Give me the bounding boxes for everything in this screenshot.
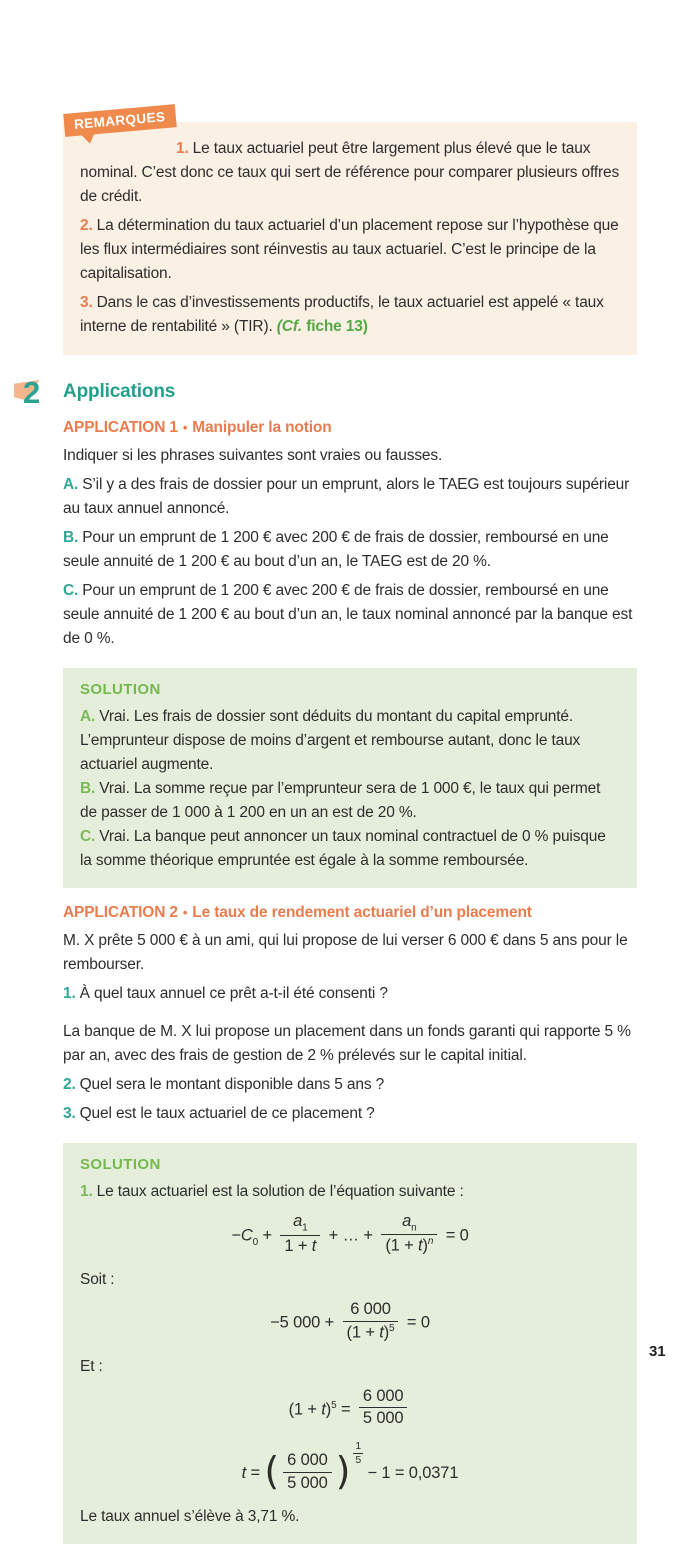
section-title: Applications xyxy=(63,381,176,402)
heading-separator: • xyxy=(182,905,188,920)
statement-item: A. S’il y a des frais de dossier pour un emprunt, alors le TAEG est toujours supérieur au taux annuel annoncé. xyxy=(63,476,630,517)
section-number-badge: 2 xyxy=(23,375,41,410)
fraction: $\frac{6 000}{5 000}$ xyxy=(283,1450,332,1494)
remarques-tag: REMARQUES xyxy=(63,104,177,137)
solution-item: A. Vrai. Les frais de dossier sont déduits du montant du capital emprunté. L’emprunteur dispose de moins d’argent et rembourse autant, donc le taux actuariel augmente. xyxy=(80,708,581,773)
item-label: B. xyxy=(63,529,79,546)
remarques-box xyxy=(63,109,637,355)
remarque-number: 1. xyxy=(176,140,189,157)
section-heading xyxy=(23,375,637,410)
fraction: $\frac{a_1}{1 + t}$ xyxy=(280,1211,320,1257)
question-item: 1. À quel taux annuel ce prêt a-t-il été consenti ? xyxy=(63,985,388,1002)
remarque-item xyxy=(80,291,620,339)
equation-rearranged: $(1 + t)^5$ = $\frac{6 000}{5 000}$ xyxy=(80,1388,620,1432)
page-content xyxy=(23,109,637,1550)
heading-separator: • xyxy=(182,420,188,435)
equation-connector: Et : xyxy=(80,1357,103,1375)
question-item: 3. Quel est le taux actuariel de ce placement ? xyxy=(63,1105,375,1122)
big-paren-close: ) xyxy=(335,1449,351,1494)
equation-numeric: −5 000 + $\frac{6 000}{(1 + t)^5}$ = 0 xyxy=(80,1301,620,1345)
equation-result: t = ( $\frac{6 000}{5 000}$ ) $\frac{1}{5}$ − 1 = 0,0371 xyxy=(241,1440,459,1494)
statement-item: B. Pour un emprunt de 1 200 € avec 200 € de frais de dossier, remboursé en une seule annuité de 1 200 € au bout d’un an, le TAEG est de 20 %. xyxy=(63,529,609,570)
remarque-item xyxy=(80,214,620,286)
application2-paragraph: M. X prête 5 000 € à un ami, qui lui propose de lui verser 6 000 € dans 5 ans pour le rembourser. xyxy=(63,932,628,973)
remarque-item xyxy=(80,137,620,209)
solution2-intro: 1. Le taux actuariel est la solution de l’équation suivante : xyxy=(80,1183,464,1200)
remarque-text: Le taux actuariel peut être largement plus élevé que le taux nominal. C’est donc ce taux qui sert de référence pour comparer plusieurs offres de crédit. xyxy=(80,140,620,205)
application1-heading: APPLICATION 1 • Manipuler la notion xyxy=(63,419,332,436)
solution2-conclusion: Le taux annuel s’élève à 3,71 %. xyxy=(80,1508,300,1526)
item-label: A. xyxy=(63,476,79,493)
solution-item: B. Vrai. La somme reçue par l’emprunteur sera de 1 000 €, le taux qui permet de passer de 1 000 à 1 200 en un an est de 20 %. xyxy=(80,780,601,821)
item-label: B. xyxy=(80,780,96,797)
exponent-fraction: $\frac{1}{5}$ xyxy=(355,1440,362,1466)
solution-title: SOLUTION xyxy=(80,681,161,698)
question-number: 1. xyxy=(63,985,76,1002)
application1-intro: Indiquer si les phrases suivantes sont vraies ou fausses. xyxy=(63,447,443,464)
equation-general: $-C_0$ + $\frac{a_1}{1 + t}$ + … + $\frac{a_n}{(1 + t)^n}$ = 0 xyxy=(80,1213,620,1259)
statement-item: C. Pour un emprunt de 1 200 € avec 200 € de frais de dossier, remboursé en une seule annuité de 1 200 € au bout d’un an, le taux nominal annoncé par la banque est de 0 %. xyxy=(63,582,633,647)
solution1-box xyxy=(63,668,637,888)
item-label: C. xyxy=(63,582,79,599)
fraction: $\frac{6 000}{(1 + t)^5}$ xyxy=(343,1299,399,1343)
item-number: 1. xyxy=(80,1183,93,1200)
fraction: $\frac{a_n}{(1 + t)^n}$ xyxy=(381,1211,437,1257)
solution-title: SOLUTION xyxy=(80,1156,161,1173)
item-label: C. xyxy=(80,828,96,845)
solution2-box xyxy=(63,1143,637,1544)
cross-reference: (Cf. fiche 13) xyxy=(276,318,368,335)
equation-connector: Soit : xyxy=(80,1271,115,1289)
application2-paragraph: La banque de M. X lui propose un placement dans un fonds garanti qui rapporte 5 % par an, avec des frais de gestion de 2 % prélevés sur le capital initial. xyxy=(63,1023,631,1064)
question-number: 3. xyxy=(63,1105,76,1122)
remarque-text: Dans le cas d’investissements productifs, le taux actuariel est appelé « taux interne de rentabilité » (TIR). xyxy=(80,294,604,335)
big-paren-open: ( xyxy=(264,1449,280,1494)
remarque-number: 2. xyxy=(80,217,93,234)
solution-item: C. Vrai. La banque peut annoncer un taux nominal contractuel de 0 % puisque la somme théorique empruntée est égale à la somme remboursée. xyxy=(80,828,606,869)
fraction: $\frac{6 000}{5 000}$ xyxy=(359,1386,408,1430)
page-number: 31 xyxy=(649,1343,666,1360)
question-item: 2. Quel sera le montant disponible dans 5 ans ? xyxy=(63,1076,385,1093)
item-label: A. xyxy=(80,708,96,725)
question-number: 2. xyxy=(63,1076,76,1093)
application2-heading: APPLICATION 2 • Le taux de rendement actuariel d’un placement xyxy=(63,904,532,921)
remarque-number: 3. xyxy=(80,294,93,311)
remarque-text: La détermination du taux actuariel d’un placement repose sur l’hypothèse que les flux intermédiaires sont réinvestis au taux actuariel. C’est le principe de la capitalisation. xyxy=(80,217,619,282)
